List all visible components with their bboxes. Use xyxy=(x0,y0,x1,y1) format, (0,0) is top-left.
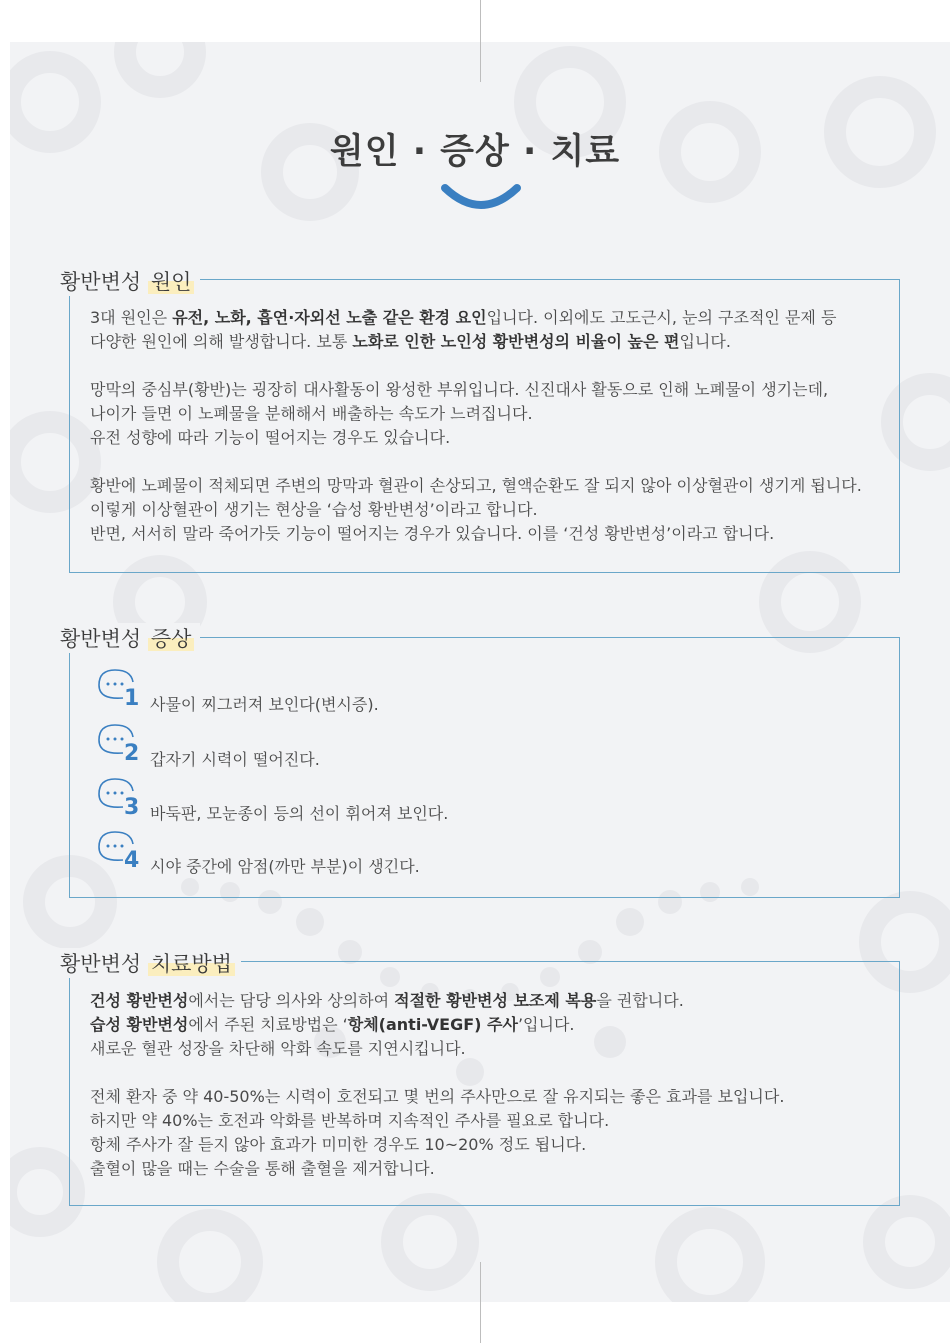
text-run: 3대 원인은 xyxy=(90,308,173,327)
bold-run: 습성 황반변성 xyxy=(90,1015,189,1034)
symptom-text: 시야 중간에 암점(까만 부분)이 생긴다. xyxy=(150,857,420,876)
cause-p1-line-2 xyxy=(90,330,836,354)
treatment-p2-line-3: 항체 주사가 잘 듣지 않아 효과가 미미한 경우도 10~20% 정도 됩니다. xyxy=(90,1135,587,1154)
cause-paragraph-3 xyxy=(90,474,862,546)
treatment-paragraph-2 xyxy=(90,1085,784,1181)
symptom-section-title xyxy=(60,623,200,653)
symptom-text: 바둑판, 모눈종이 등의 선이 휘어져 보인다. xyxy=(150,804,449,823)
text-run: ’입니다. xyxy=(517,1015,575,1034)
bold-run: 적절한 황반변성 보조제 복용 xyxy=(394,991,597,1010)
symptom-item xyxy=(97,723,597,771)
treatment-p2-line-2: 하지만 약 40%는 호전과 악화를 반복하며 지속적인 주사를 필요로 합니다. xyxy=(90,1111,610,1130)
treatment-title-plain: 황반변성 xyxy=(60,952,148,976)
treatment-p2-line-1: 전체 환자 중 약 40-50%는 시력이 호전되고 몇 번의 주사만으로 잘 유지되는 좋은 효과를 보입니다. xyxy=(90,1087,785,1106)
treatment-p1-line-1 xyxy=(90,989,684,1013)
text-run: 을 권합니다. xyxy=(596,991,684,1010)
treatment-title-highlight: 치료방법 xyxy=(148,952,235,976)
symptom-item xyxy=(97,830,597,878)
symptom-item xyxy=(97,668,597,716)
bottom-divider-line xyxy=(480,1262,481,1343)
symptom-number: 2 xyxy=(124,741,140,766)
symptom-number: 4 xyxy=(124,848,140,873)
symptom-text: 갑자기 시력이 떨어진다. xyxy=(150,750,320,769)
symptom-title-highlight: 증상 xyxy=(148,627,195,651)
cause-p2-line-1: 망막의 중심부(황반)는 굉장히 대사활동이 왕성한 부위입니다. 신진대사 활동으로 인해 노폐물이 생기는데, xyxy=(90,380,829,399)
smile-arc-icon xyxy=(441,178,521,214)
bold-run: 건성 황반변성 xyxy=(90,991,189,1010)
cause-title-highlight: 원인 xyxy=(148,270,195,294)
text-run: 입니다. 이외에도 고도근시, 눈의 구조적인 문제 등 xyxy=(486,308,837,327)
cause-p2-line-3: 유전 성향에 따라 기능이 떨어지는 경우도 있습니다. xyxy=(90,428,451,447)
symptom-number: 1 xyxy=(124,686,140,711)
text-run: 에서 주된 치료방법은 ‘ xyxy=(188,1015,348,1034)
bold-run: 유전, 노화, 흡연·자외선 노출 같은 환경 요인 xyxy=(172,308,487,327)
symptom-text: 사물이 찌그러져 보인다(변시증). xyxy=(150,695,379,714)
text-run: 입니다. xyxy=(679,332,731,351)
page-title: 원인 · 증상 · 치료 xyxy=(329,132,621,172)
cause-p3-line-2: 이렇게 이상혈관이 생기는 현상을 ‘습성 황반변성’이라고 합니다. xyxy=(90,500,538,519)
cause-p2-line-2: 나이가 들면 이 노폐물을 분해해서 배출하는 속도가 느려집니다. xyxy=(90,404,533,423)
top-divider-line xyxy=(480,0,481,82)
treatment-section-title xyxy=(60,948,241,978)
treatment-p2-line-4: 출혈이 많을 때는 수술을 통해 출혈을 제거합니다. xyxy=(90,1159,435,1178)
symptom-item xyxy=(97,777,597,825)
treatment-paragraph-1 xyxy=(90,989,684,1061)
bold-run: 노화로 인한 노인성 황반변성의 비율이 높은 편 xyxy=(352,332,680,351)
cause-p3-line-1: 황반에 노폐물이 적체되면 주변의 망막과 혈관이 손상되고, 혈액순환도 잘 되지 않아 이상혈관이 생기게 됩니다. xyxy=(90,476,862,495)
bold-run: 항체(anti-VEGF) 주사 xyxy=(347,1015,518,1034)
symptom-number: 3 xyxy=(124,795,140,820)
cause-paragraph-1 xyxy=(90,306,836,354)
cause-title-plain: 황반변성 xyxy=(60,270,148,294)
text-run: 다양한 원인에 의해 발생합니다. 보통 xyxy=(90,332,353,351)
cause-paragraph-2 xyxy=(90,378,828,450)
cause-section-title xyxy=(60,266,200,296)
cause-p3-line-3: 반면, 서서히 말라 죽어가듯 기능이 떨어지는 경우가 있습니다. 이를 ‘건성 황반변성’이라고 합니다. xyxy=(90,524,775,543)
text-run: 에서는 담당 의사와 상의하여 xyxy=(188,991,395,1010)
symptom-title-plain: 황반변성 xyxy=(60,627,148,651)
treatment-p1-line-3: 새로운 혈관 성장을 차단해 악화 속도를 지연시킵니다. xyxy=(90,1039,466,1058)
treatment-p1-line-2 xyxy=(90,1013,684,1037)
cause-p1-line-1 xyxy=(90,306,836,330)
